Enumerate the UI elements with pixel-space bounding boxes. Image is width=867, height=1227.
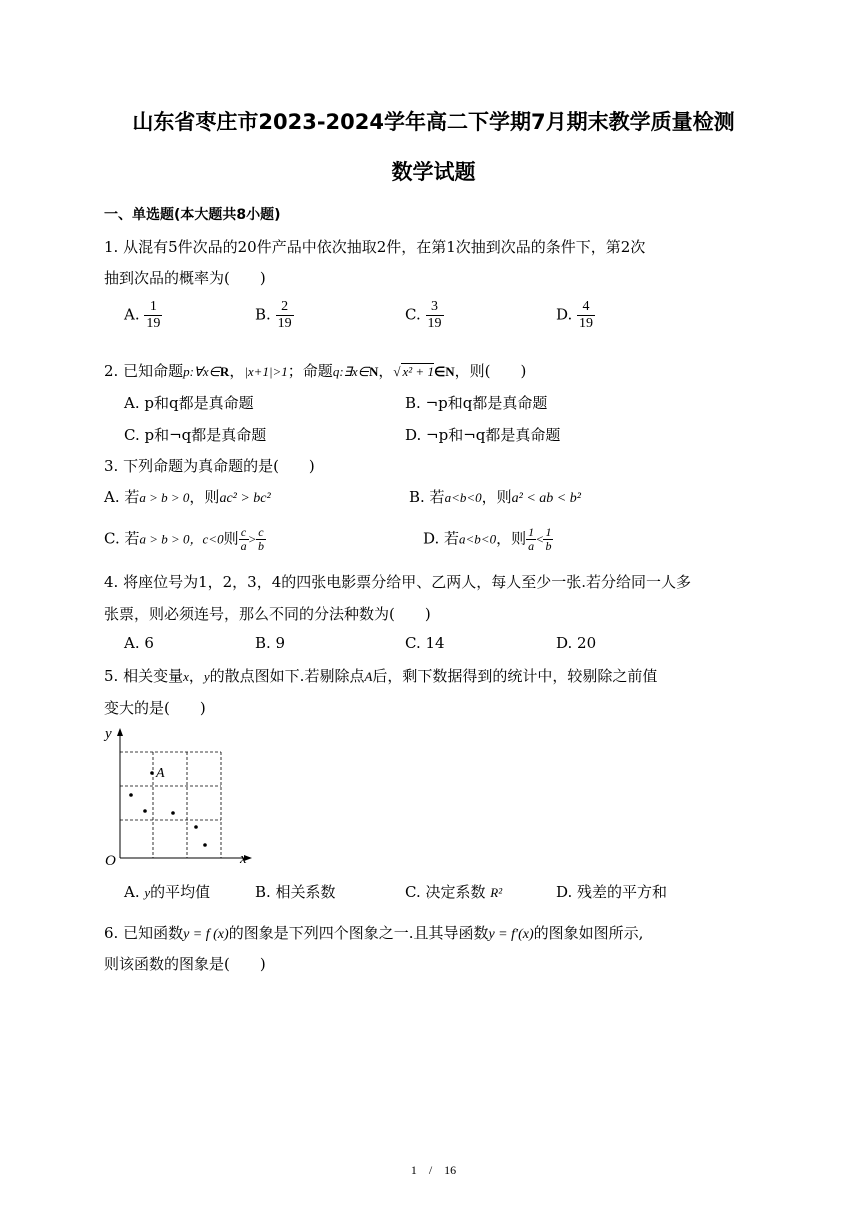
option-text: ¬p和¬q都是真命题	[426, 426, 561, 444]
q1-option-b	[255, 299, 294, 332]
numerator: 1	[528, 525, 535, 539]
denominator: b	[257, 539, 264, 553]
option-text: ¬p和q都是真命题	[425, 394, 548, 412]
point-a-label: A	[156, 766, 165, 781]
y-axis-arrow	[117, 728, 123, 736]
q2-sqrt-expr: x² + 1	[402, 364, 434, 379]
q3-option-b	[409, 486, 581, 507]
function-fx: y = f (x)	[183, 927, 229, 942]
option-label: C.	[124, 426, 140, 444]
q2-p-expr: p:∀x∈	[183, 364, 220, 379]
condition: a<b<0	[444, 490, 482, 505]
grid	[120, 752, 221, 858]
question-5-line1	[104, 665, 657, 686]
document-title-line2: 数学试题	[391, 160, 476, 184]
y-axis-label: y	[105, 726, 112, 742]
condition: a > b > 0	[139, 490, 190, 505]
denominator: 19	[427, 316, 442, 331]
numerator: c	[258, 525, 264, 539]
text: 5. 相关变量	[104, 667, 184, 685]
question-1-line2: 抽到次品的概率为( )	[104, 269, 266, 287]
option-label: B.	[255, 305, 271, 324]
denominator: 19	[277, 316, 292, 331]
q4-option-a: A. 6	[124, 634, 154, 652]
numerator: c	[240, 525, 247, 539]
fraction	[543, 526, 553, 553]
point-a: A	[364, 669, 373, 684]
denominator: b	[545, 539, 552, 553]
denominator: a	[528, 539, 535, 553]
condition-c: ，c<0	[189, 531, 224, 547]
data-point	[203, 843, 207, 847]
q2-q-expr: q:∃x∈	[332, 364, 369, 379]
fraction	[577, 299, 595, 332]
var-y: y	[203, 669, 210, 684]
text: 的图象是下列四个图象之一.且其导函数	[228, 924, 489, 942]
operator: >	[248, 531, 256, 547]
option-label: A.	[124, 305, 140, 324]
q2-prefix: 2. 已知命题	[104, 362, 184, 380]
q2-option-b	[405, 392, 547, 413]
option-label: B. 若	[409, 488, 445, 506]
then-word: 则	[223, 529, 239, 548]
then-word: ，则	[189, 488, 220, 506]
option-text: p和q都是真命题	[144, 394, 254, 412]
fraction	[426, 299, 444, 332]
option-label: A.	[124, 883, 140, 901]
q2-in-n: ∈N	[433, 364, 455, 379]
data-point	[143, 809, 147, 813]
option-label: D. 若	[423, 529, 460, 548]
denominator: 19	[579, 316, 594, 331]
question-4-line1: 4. 将座位号为1，2，3，4的四张电影票分给甲、乙两人，每人至少一张.若分给同一人多	[104, 573, 692, 591]
separator: ，	[188, 667, 204, 685]
q4-option-b: B. 9	[255, 634, 286, 652]
q5-option-c	[405, 881, 502, 902]
data-point	[129, 793, 133, 797]
text: 6. 已知函数	[104, 924, 184, 942]
q1-option-d	[556, 299, 595, 332]
numerator: 1	[545, 525, 552, 539]
question-6-line1	[104, 922, 643, 943]
question-3-stem: 3. 下列命题为真命题的是( )	[104, 457, 315, 475]
result: ac² > bc²	[219, 491, 271, 506]
section-heading: 一、单选题(本大题共8小题)	[104, 207, 281, 223]
option-label: C. 若	[104, 529, 140, 548]
data-point	[171, 811, 175, 815]
q2-mid: ；命题	[287, 362, 333, 380]
data-point	[194, 825, 198, 829]
q2-set-r: R	[219, 364, 230, 379]
document-title-line1: 山东省枣庄市2023-2024学年高二下学期7月期末教学质量检测	[132, 110, 735, 134]
numerator: 3	[431, 299, 438, 314]
question-2-stem: 2. 已知命题p:∀x∈R，|x+1|>1；命题q:∃x∈N，√ x² + 1∈N，则( )	[104, 362, 527, 380]
fraction	[239, 526, 249, 553]
then-word: ，则	[496, 529, 527, 548]
q3-option-d	[423, 526, 553, 553]
q2-option-c	[124, 424, 266, 445]
q2-option-a	[124, 392, 254, 413]
option-label: D.	[556, 305, 573, 324]
function-fpx: y = f′(x)	[488, 927, 534, 942]
x-axis-label: x	[240, 851, 247, 867]
q1-option-a	[124, 299, 162, 332]
q3-option-a	[104, 486, 271, 507]
q3-option-c	[104, 526, 266, 553]
question-5-line2: 变大的是( )	[104, 699, 206, 717]
option-text: p和¬q都是真命题	[144, 426, 267, 444]
var-y: y	[144, 885, 151, 900]
q1-option-c	[405, 299, 444, 332]
question-6-line2: 则该函数的图象是( )	[104, 955, 266, 973]
numerator: 1	[149, 299, 157, 314]
q2-abs-expr: |x+1|>1	[244, 364, 288, 379]
scatter-plot	[100, 720, 260, 870]
option-text: 的平均值	[150, 883, 211, 901]
fraction	[144, 299, 162, 332]
q2-set-n: N	[368, 364, 379, 379]
question-1-line1: 1. 从混有5件次品的20件产品中依次抽取2件，在第1次抽到次品的条件下，第2次	[104, 238, 646, 256]
page-number: 1 / 16	[410, 1163, 457, 1177]
numerator: 2	[281, 299, 289, 314]
then-word: ，则	[481, 488, 512, 506]
q2-suffix: ，则( )	[454, 362, 527, 380]
denominator: a	[240, 539, 247, 553]
option-label: A. 若	[104, 488, 140, 506]
data-points	[129, 771, 207, 847]
q4-option-d: D. 20	[556, 634, 597, 652]
condition: a<b<0	[459, 531, 497, 547]
r-squared: R²	[490, 885, 503, 900]
option-label: B.	[405, 394, 421, 412]
fraction	[526, 526, 536, 553]
text: 后，剩下数据得到的统计中，较剔除之前值	[372, 667, 658, 685]
fraction	[256, 526, 266, 553]
operator: <	[536, 531, 544, 547]
option-text: C. 决定系数	[405, 883, 486, 901]
q5-option-b: B. 相关系数	[255, 883, 336, 901]
text: 的图象如图所示,	[533, 924, 644, 942]
var-x: x	[183, 669, 189, 684]
numerator: 4	[582, 299, 590, 314]
origin-label: O	[105, 853, 116, 869]
question-4-line2: 张票，则必须连号，那么不同的分法种数为( )	[104, 605, 431, 623]
text: 的散点图如下.若剔除点	[209, 667, 365, 685]
fraction	[276, 299, 294, 332]
option-label: D.	[405, 426, 422, 444]
q2-option-d	[405, 424, 560, 445]
q5-option-d: D. 残差的平方和	[556, 883, 668, 901]
denominator: 19	[146, 316, 161, 331]
option-label: C.	[405, 305, 421, 324]
q4-option-c: C. 14	[405, 634, 445, 652]
option-label: A.	[124, 394, 140, 412]
condition: a > b > 0	[139, 531, 190, 547]
q5-option-a	[124, 881, 210, 902]
result: a² < ab < b²	[511, 491, 581, 506]
point-a-dot	[150, 771, 154, 775]
